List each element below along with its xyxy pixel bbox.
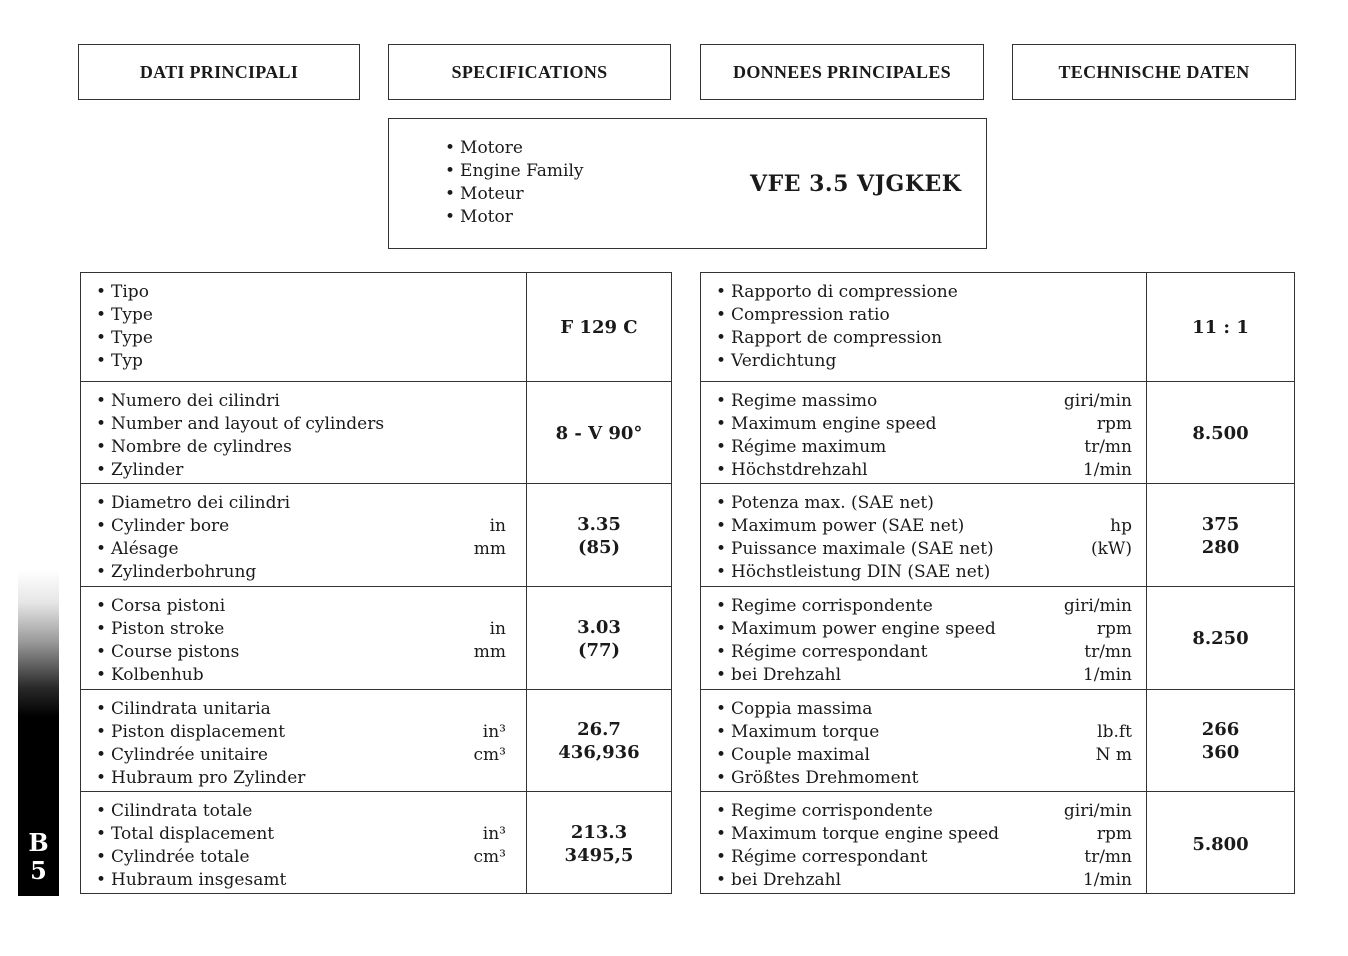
- spec-label: • Compression ratio: [716, 305, 890, 325]
- spec-labels: [96, 390, 384, 482]
- spec-label: • Cylindrée totale: [96, 847, 250, 867]
- engine-label: • Engine Family: [445, 161, 584, 181]
- spec-units: [1096, 721, 1132, 767]
- left-spec-table: [80, 272, 672, 894]
- spec-value: 3.03: [577, 617, 621, 638]
- spec-label: • Tipo: [96, 282, 149, 302]
- spec-label: • Régime maximum: [716, 437, 887, 457]
- spec-label: • Cilindrata unitaria: [96, 699, 271, 719]
- spec-unit: in³: [482, 722, 506, 742]
- spec-labels: [716, 390, 937, 482]
- spec-row: [701, 381, 1294, 484]
- header-dati-principali: DATI PRINCIPALI: [78, 44, 360, 100]
- spec-label: • Coppia massima: [716, 699, 873, 719]
- spec-value: 280: [1201, 537, 1240, 558]
- spec-label: • Höchstdrehzahl: [716, 460, 868, 480]
- spec-row: [81, 273, 671, 381]
- spec-labels: [716, 698, 918, 790]
- spec-label: • Couple maximal: [716, 745, 870, 765]
- spec-label: • Number and layout of cylinders: [96, 414, 385, 434]
- spec-row: [81, 483, 671, 587]
- spec-unit: hp: [1110, 516, 1132, 536]
- spec-unit: rpm: [1096, 824, 1132, 844]
- spec-label: • Regime massimo: [716, 391, 878, 411]
- spec-label: • Cylinder bore: [96, 516, 230, 536]
- spec-label: • Régime correspondant: [716, 642, 928, 662]
- spec-units: [474, 823, 506, 869]
- header-specifications: SPECIFICATIONS: [388, 44, 671, 100]
- spec-unit: lb.ft: [1097, 722, 1132, 742]
- spec-value: F 129 C: [560, 317, 638, 338]
- spec-label: • Zylinder: [96, 460, 184, 480]
- section-tab-letter: B: [28, 828, 49, 857]
- engine-label: • Motore: [445, 138, 523, 158]
- spec-unit: 1/min: [1082, 460, 1132, 480]
- spec-row: [701, 689, 1294, 792]
- spec-unit: rpm: [1096, 619, 1132, 639]
- spec-row: [701, 483, 1294, 587]
- spec-label: • bei Drehzahl: [716, 665, 842, 685]
- spec-label: • bei Drehzahl: [716, 870, 842, 890]
- engine-family-box: [388, 118, 987, 249]
- spec-units: [474, 618, 506, 664]
- spec-label: • Kolbenhub: [96, 665, 204, 685]
- spec-label: • Hubraum insgesamt: [96, 870, 287, 890]
- spec-label: • Maximum torque engine speed: [716, 824, 1000, 844]
- spec-value: (77): [577, 640, 621, 661]
- spec-labels: [96, 492, 290, 584]
- spec-values: [1147, 718, 1294, 764]
- spec-units: [1064, 595, 1132, 687]
- spec-label: • Corsa pistoni: [96, 596, 226, 616]
- spec-value: 26.7: [577, 719, 621, 740]
- spec-label: • Total displacement: [96, 824, 275, 844]
- engine-label: • Moteur: [445, 184, 524, 204]
- spec-unit: mm: [473, 642, 506, 662]
- spec-label: • Type: [96, 305, 153, 325]
- spec-label: • Nombre de cylindres: [96, 437, 292, 457]
- spec-value: 11 : 1: [1192, 317, 1249, 338]
- spec-value: 3495,5: [564, 845, 634, 866]
- spec-values: [527, 513, 671, 559]
- spec-values: [527, 821, 671, 867]
- spec-unit: giri/min: [1063, 391, 1132, 411]
- spec-labels: [716, 281, 958, 373]
- spec-unit: mm: [473, 539, 506, 559]
- spec-unit: giri/min: [1063, 596, 1132, 616]
- spec-label: • Diametro dei cilindri: [96, 493, 291, 513]
- right-spec-table: [700, 272, 1295, 894]
- spec-row: [81, 586, 671, 690]
- spec-unit: tr/mn: [1084, 847, 1132, 867]
- spec-units: [474, 515, 506, 561]
- spec-row: [81, 791, 671, 896]
- spec-labels: [716, 595, 996, 687]
- section-tab-number: 5: [30, 856, 47, 885]
- spec-row: [701, 273, 1294, 381]
- spec-values: [527, 422, 671, 445]
- engine-labels: [445, 137, 584, 229]
- spec-label: • Potenza max. (SAE net): [716, 493, 934, 513]
- engine-label: • Motor: [445, 207, 513, 227]
- spec-row: [81, 689, 671, 792]
- spec-label: • Alésage: [96, 539, 179, 559]
- spec-value: 5.800: [1192, 834, 1249, 855]
- spec-label: • Numero dei cilindri: [96, 391, 280, 411]
- spec-values: [1147, 627, 1294, 650]
- spec-values: [527, 718, 671, 764]
- spec-label: • Régime correspondant: [716, 847, 928, 867]
- spec-labels: [96, 595, 239, 687]
- spec-values: [1147, 316, 1294, 339]
- spec-unit: giri/min: [1063, 801, 1132, 821]
- spec-label: • Rapporto di compressione: [716, 282, 958, 302]
- spec-label: • Verdichtung: [716, 351, 837, 371]
- spec-unit: tr/mn: [1084, 437, 1132, 457]
- engine-family-value: VFE 3.5 VJGKEK: [750, 171, 962, 197]
- spec-value: 436,936: [558, 742, 640, 763]
- header-technische-daten: TECHNISCHE DATEN: [1012, 44, 1296, 100]
- spec-unit: 1/min: [1082, 665, 1132, 685]
- spec-unit: N m: [1095, 745, 1132, 765]
- spec-unit: in³: [482, 824, 506, 844]
- spec-values: [1147, 513, 1294, 559]
- spec-unit: rpm: [1096, 414, 1132, 434]
- spec-label: • Größtes Drehmoment: [716, 768, 919, 788]
- spec-label: • Puissance maximale (SAE net): [716, 539, 994, 559]
- spec-values: [527, 316, 671, 339]
- spec-labels: [96, 281, 153, 373]
- spec-unit: in: [489, 516, 506, 536]
- spec-label: • Höchstleistung DIN (SAE net): [716, 562, 991, 582]
- spec-label: • Regime corrispondente: [716, 801, 933, 821]
- spec-value: 375: [1201, 514, 1240, 535]
- spec-value: 360: [1201, 742, 1240, 763]
- spec-row: [701, 791, 1294, 896]
- spec-unit: tr/mn: [1084, 642, 1132, 662]
- spec-value: 8.250: [1192, 628, 1249, 649]
- spec-label: • Typ: [96, 351, 143, 371]
- spec-units: [1064, 390, 1132, 482]
- spec-unit: (kW): [1090, 539, 1132, 559]
- spec-unit: in: [489, 619, 506, 639]
- spec-label: • Piston stroke: [96, 619, 225, 639]
- spec-values: [527, 616, 671, 662]
- spec-row: [701, 586, 1294, 690]
- spec-units: [474, 721, 506, 767]
- spec-label: • Maximum power engine speed: [716, 619, 996, 639]
- spec-label: • Maximum engine speed: [716, 414, 937, 434]
- spec-unit: cm³: [473, 745, 506, 765]
- spec-value: 8.500: [1192, 423, 1249, 444]
- spec-units: [1091, 515, 1132, 561]
- spec-label: • Maximum power (SAE net): [716, 516, 965, 536]
- spec-value: 3.35: [577, 514, 621, 535]
- spec-label: • Piston displacement: [96, 722, 286, 742]
- spec-labels: [96, 698, 305, 790]
- spec-label: • Regime corrispondente: [716, 596, 933, 616]
- header-donnees-principales: DONNEES PRINCIPALES: [700, 44, 984, 100]
- spec-label: • Cilindrata totale: [96, 801, 253, 821]
- spec-unit: cm³: [473, 847, 506, 867]
- spec-labels: [716, 800, 999, 892]
- spec-label: • Cylindrée unitaire: [96, 745, 268, 765]
- spec-value: 213.3: [570, 822, 628, 843]
- spec-labels: [96, 800, 286, 892]
- spec-label: • Zylinderbohrung: [96, 562, 257, 582]
- spec-values: [1147, 422, 1294, 445]
- spec-value: (85): [577, 537, 621, 558]
- spec-units: [1064, 800, 1132, 892]
- spec-label: • Course pistons: [96, 642, 240, 662]
- spec-value: 266: [1201, 719, 1240, 740]
- spec-row: [81, 381, 671, 484]
- spec-labels: [716, 492, 994, 584]
- spec-label: • Maximum torque: [716, 722, 880, 742]
- spec-label: • Rapport de compression: [716, 328, 943, 348]
- spec-label: • Type: [96, 328, 153, 348]
- spec-label: • Hubraum pro Zylinder: [96, 768, 306, 788]
- spec-values: [1147, 833, 1294, 856]
- spec-value: 8 - V 90°: [555, 423, 643, 444]
- spec-unit: 1/min: [1082, 870, 1132, 890]
